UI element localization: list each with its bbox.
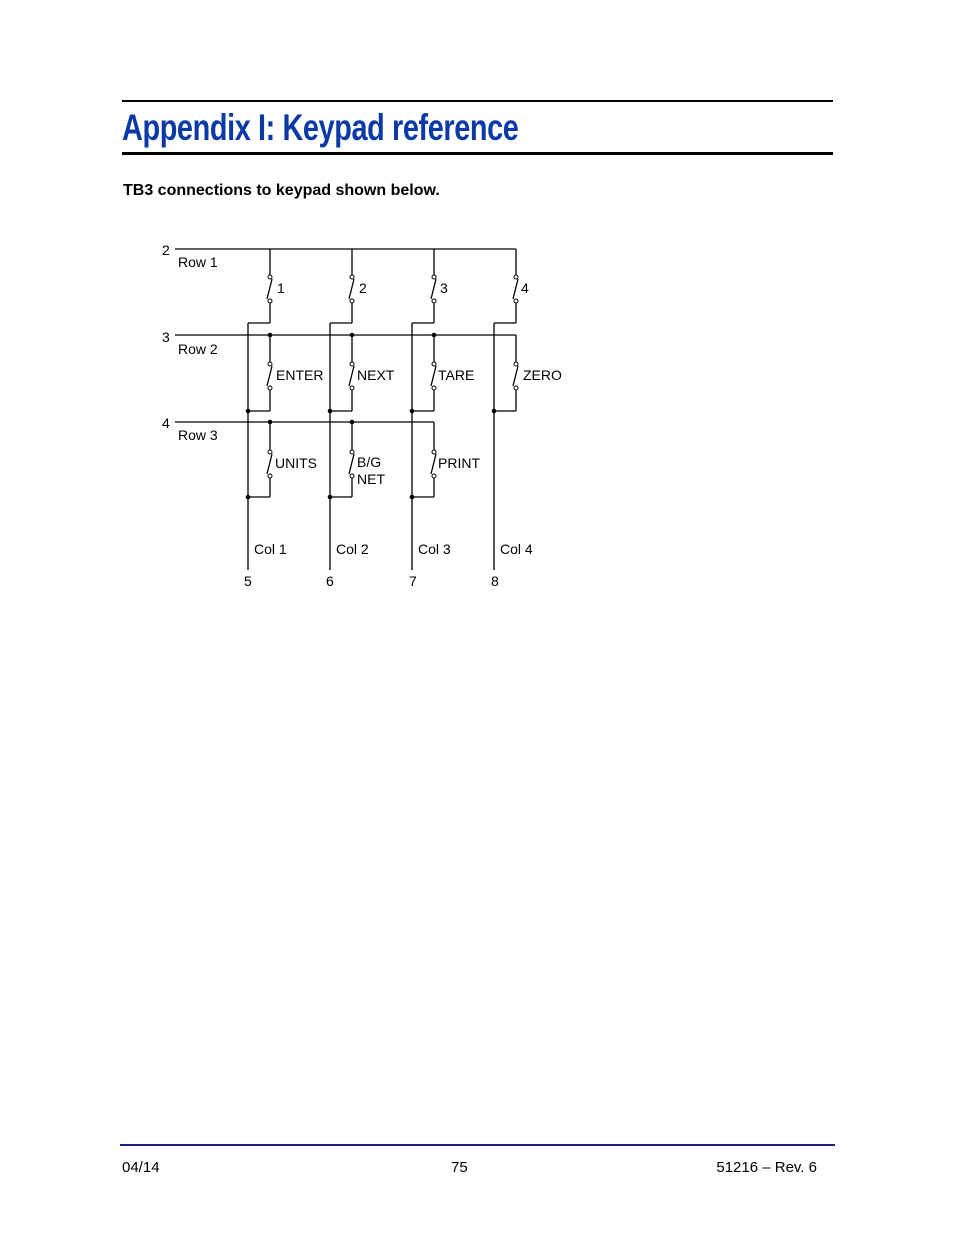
page-title: Appendix I: Keypad reference	[122, 107, 519, 148]
key-4: 4	[521, 280, 529, 296]
key-3: 3	[440, 280, 448, 296]
row3-label: Row 3	[178, 427, 218, 443]
row2-label: Row 2	[178, 341, 218, 357]
row1-pin: 2	[162, 242, 170, 258]
col1-label: Col 1	[254, 541, 287, 557]
row3-pin: 4	[162, 415, 170, 431]
title-top-rule	[122, 100, 833, 102]
key-1: 1	[277, 280, 285, 296]
key-enter: ENTER	[276, 367, 324, 383]
footer-page-number: 75	[451, 1159, 468, 1176]
intro-text: TB3 connections to keypad shown below.	[123, 182, 440, 199]
col3-pin: 7	[409, 573, 417, 589]
key-print: PRINT	[438, 455, 480, 471]
col1-pin: 5	[244, 573, 252, 589]
keypad-wiring-diagram	[150, 235, 580, 595]
key-2: 2	[359, 280, 367, 296]
key-units: UNITS	[275, 455, 317, 471]
footer-doc-revision: 51216 – Rev. 6	[716, 1159, 817, 1176]
row1-label: Row 1	[178, 254, 218, 270]
footer-rule	[120, 1144, 835, 1146]
key-tare: TARE	[438, 367, 475, 383]
col3-label: Col 3	[418, 541, 451, 557]
row2-pin: 3	[162, 329, 170, 345]
footer-date: 04/14	[122, 1159, 160, 1176]
col2-pin: 6	[326, 573, 334, 589]
key-next: NEXT	[357, 367, 395, 383]
col4-label: Col 4	[500, 541, 533, 557]
title-bottom-rule	[122, 152, 833, 155]
col4-pin: 8	[491, 573, 499, 589]
col2-label: Col 2	[336, 541, 369, 557]
key-zero: ZERO	[523, 367, 562, 383]
key-net: NET	[357, 471, 385, 487]
key-bg: B/G	[357, 454, 382, 470]
